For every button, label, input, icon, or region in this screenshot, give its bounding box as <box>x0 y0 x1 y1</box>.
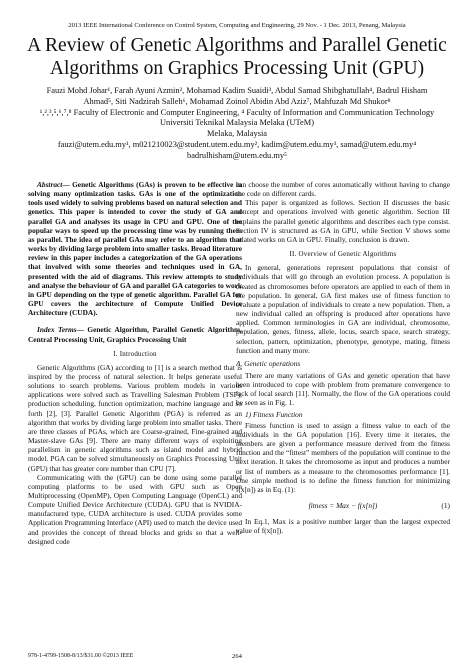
section-heading-overview: II. Overview of Genetic Algorithms <box>289 250 397 259</box>
intro-paragraph-2: Communicating with the (GPU) can be done using some parallel computing platforms to be used with GPU such as Open Multiprocessing (OpenMP), Open Computing Language (OpenCL) and Compute Unified Device Architecture (CUDA). GPU that is NVIDIA-manufactured type, CUDA architecture is used. CUDA provides some Application Programming Interface (API) used to match the device used and provides the concept of thread blocks and grids so that a well-designed code <box>28 472 242 546</box>
index-terms <box>28 325 242 343</box>
index-terms-label: Index Terms <box>37 325 77 335</box>
abstract <box>28 180 242 317</box>
email-line-1: fauzi@utem.edu.my¹, m021210023@student.utem.edu.my², kadim@utem.edu.my³, samad@utem.edu.my⁴ <box>57 139 417 149</box>
footer-page-number: 264 <box>232 653 242 660</box>
affiliation-line-3: Melaka, Malaysia <box>207 129 267 139</box>
genetic-operations-paragraph: There are many variations of GAs and genetic operation that have been introduced to cope with problem from premature convergence to lack of local search [11]. Normally, the flow of the GA operations could be seen as in Fig. 1. <box>236 370 450 408</box>
subsection-heading-genetic-operations: A. Genetic operations <box>236 358 301 368</box>
footer-isbn: 978-1-4799-1508-8/13/$31.00 ©2013 IEEE <box>28 653 134 659</box>
intro-paragraph-1: Genetic Algorithms (GA) according to [1] is a search method that is inspired by the process of natural selection. It helps generate useful solutions to search problems. Various problem models in various applications were solved such as Travelling Salesman Problem (TSP), production scheduling, function optimization, machine language and so forth [2], [3]. Parallel Genetic Algorithm (PGA) is referred as an algorithm that works by dividing large problem into smaller tasks. There are three classes of PGAs, which are Coarse-grained, Fine-grained and Master-slave GAs [9]. There are many different ways of exploiting parallelism in genetic algorithms such as island model and hybrid model. PGA can be solved simultaneously on Graphics Processing Unit (GPU) that has greater core number than CPU [7]. <box>28 362 242 473</box>
right-paragraph-1: can choose the number of cores automatically without having to change the code on different cards. <box>236 180 450 199</box>
right-column <box>236 180 450 535</box>
index-terms-text: — Genetic Algorithm, Parallel Genetic Algorithm, Central Processing Unit, Graphics Processing Unit <box>28 325 242 344</box>
overview-paragraph: In general, generations represent populations that consist of individuals that will go through an evolution process. A population is created as chromosomes before operators are applied to each of them in the population. In general, GA first makes use of fitness function to evaluate a population of individuals to create a new population. Then, a new individual called an offspring is produced after operations have applied. Common terminologies in GA are individual, chromosome, population, genes, fitness, allele, locus, search space, search strategy, selection, pattern, optimization, phenotype, genotype, mating, fitness function and many more. <box>236 263 450 355</box>
abstract-label: Abstract <box>37 180 63 189</box>
subsubsection-heading-fitness-function: 1) Fitness Function <box>245 409 303 419</box>
author-line-1: Fauzi Mohd Johar¹, Farah Ayuni Azmin², Mohamad Kadim Suaidi³, Abdul Samad Shibghatullah⁴, Badrul Hisham <box>46 86 428 95</box>
paper-title: A Review of Genetic Algorithms and Parallel Genetic Algorithms on Graphics Processing Unit (GPU) <box>27 35 447 79</box>
email-line-2: badrulhisham@utem.edu.my⁵ <box>187 150 287 160</box>
fitness-paragraph: Fitness function is used to assign a fitness value to each of the individuals in the GA population [16]. Every time it iterates, the members are given a performance measure derived from the fitness function and the “fittest” members of the population will continue to the next iteration. It takes the chromosome as input and produces a number or list of numbers as a measure to the chromosomes performance [1]. One simple method is to define the fitness function for minimizing f(x[n]) as in Eq. (1): <box>236 420 450 494</box>
affiliation-line-1: ¹,²,³,⁵,⁶,⁷,⁸ Faculty of Electronic and Computer Engineering, ⁴ Faculty of Information and Communication Technology <box>39 107 435 117</box>
equation-1 <box>236 501 450 510</box>
equation-1-body: fitness = Max − f(x[n]) <box>308 501 378 510</box>
right-paragraph-2: This paper is organized as follows. Section II discusses the basic concept and operations involved with genetic algorithm. Section III explains the parallel genetic algorithms and describes each type consist. Section IV is structured as GA in GPU, while Section V shows some related works on GA in GPU. Finally, conclusion is drawn. <box>236 198 450 244</box>
section-heading-introduction: I. Introduction <box>113 349 157 358</box>
conference-header: 2013 IEEE International Conference on Control System, Computing and Engineering, 29 Nov. - 1 Dec. 2013, Penang, Malaysia <box>68 22 406 29</box>
abstract-text: — Genetic Algorithms (GAs) is proven to be effective in solving many optimization tasks. GAs is one of the optimization tools used widely to solving problems based on natural selection and genetics. This paper is intended to cover the study of GA and parallel GA and analyses its usage in CPU and GPU. One of the popular ways to speed up the processing time was by running them as parallel. The idea of parallel GAs may refer to an algorithm that works by dividing large problem into smaller tasks. Broad literature review in this paper includes a categorization of the GA operations that involved with some theories and techniques used in GA, presented with the aid of diagrams. This review attempts to study and analyse the behaviour of GA and parallel GA categories to work in GPU depending on the type of genetic algorithm. Parallel GA for GPU covers the architecture of Compute Unified Device Architecture (CUDA). <box>28 180 242 318</box>
affiliation-line-2: Universiti Teknikal Malaysia Melaka (UTeM) <box>159 118 315 128</box>
equation-1-number: (1) <box>441 501 450 510</box>
left-column <box>28 180 242 546</box>
author-block <box>20 86 454 162</box>
equation-explanation-paragraph: In Eq.1, Max is a positive number larger than the largest expected value of f(x[n]). <box>236 517 450 536</box>
author-line-2: Ahmad⁵, Siti Nadzirah Salleh⁶, Mohamad Zoinol Abidin Abd Aziz⁷, Mahfuzah Md Shukor⁸ <box>83 96 391 106</box>
